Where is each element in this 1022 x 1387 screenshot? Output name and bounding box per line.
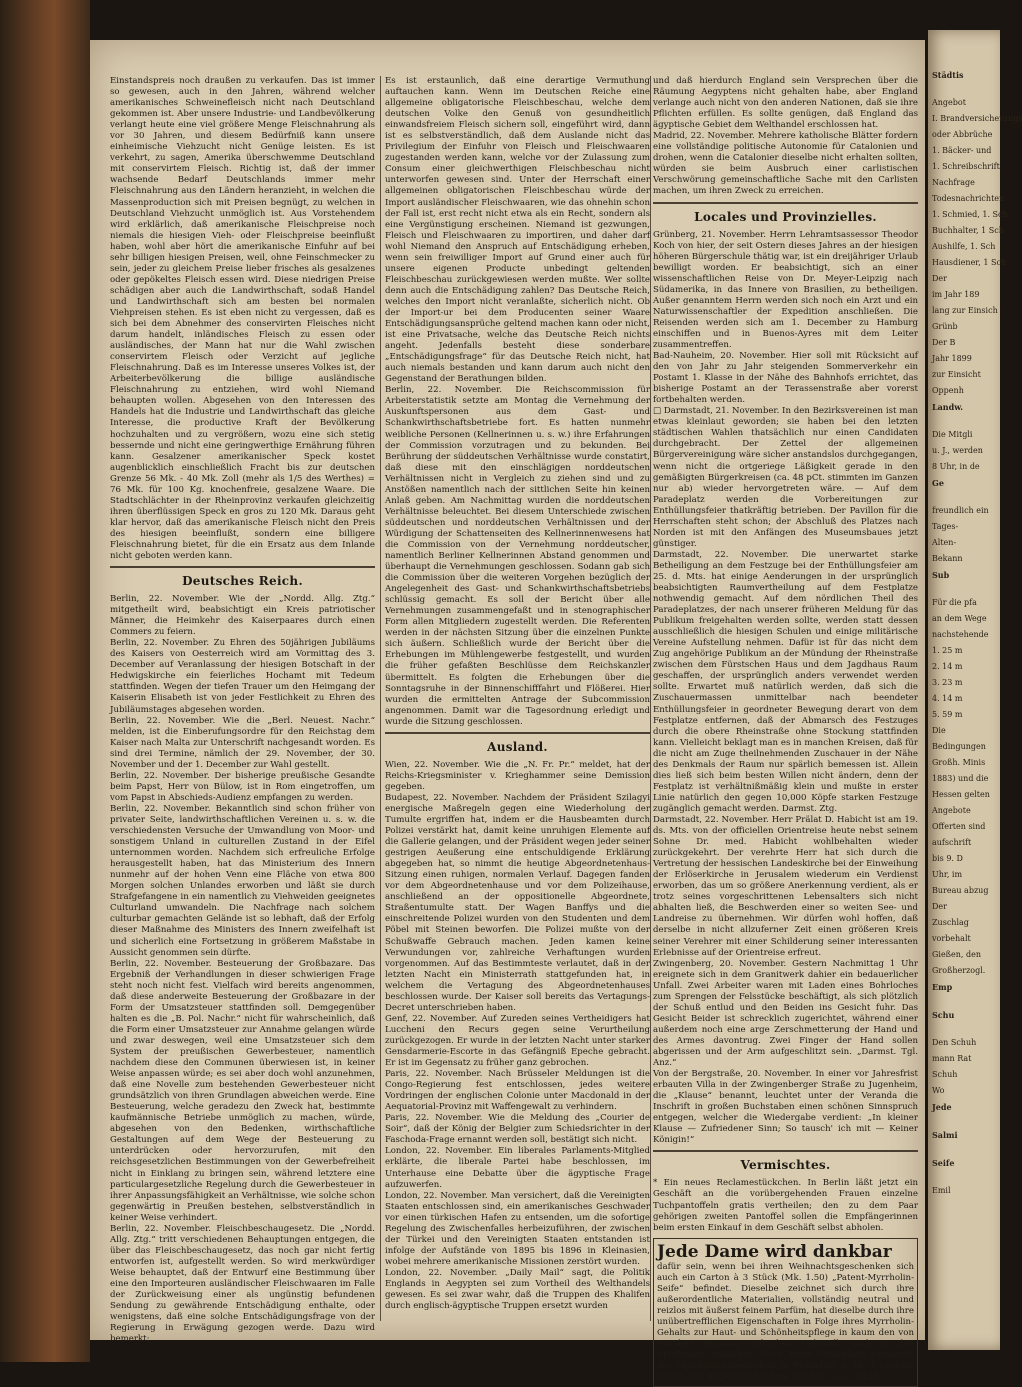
article: Berlin, 22. November. Fleischbeschaugesetz. Die „Nordd. Allg. Ztg.“ tritt verschiedenen Behauptungen entgegen, die über das Fleischbeschaugesetz, das noch gar nicht fertig entworfen ist, aufgestellt werden. So wird merkwürdiger Weise behauptet, daß der Entwurf eine Bestimmung über eine den Importeuren ausländischer Fleischwaaren im Falle der Zurückweisung einer als ungünstig befundenen Sendung zu gewährende Entschädigung enthalte, oder wenigstens, daß eine solche Entschädigungsfrage von der Regierung in Erwägung gezogen werde. Dazu wird bemerkt: <box>110 1223 375 1345</box>
adjacent-page-line: bis 9. D <box>932 854 963 863</box>
ad-body: dafür sein, wenn bei ihren Weihnachtsgeschenken sich auch ein Carton à 3 Stück (Mk. 1.50) „Patent-Myrrholin-Seife“ befindet. Dieselbe zeichnet sich durch ihre außerordentliche Materialien, vollständig neutral und reizlos mit äußerst feinem Parfüm, hat dieselbe durch ihre unübertrefflichen Eigenschaften in Folge ihres Myrrholin-Gehalts zur Haut- und Schönheitspflege in kaum den von Familien Eingang gefunden. Ueberall, auch in den Apotheken, erhältlich. Noch keine Niederlage vermittelt der Myrrholin-Gesellschaft in Frankfurt a. M. 2 Cartons franco und gegen Nachnahme von Mk. 3.—. 10125 <box>657 1261 914 1383</box>
book-binding <box>0 0 90 1362</box>
adjacent-page-line: Großherzogl. <box>932 966 986 975</box>
article: London, 22. November. Ein liberales Parlaments-Mitglied erklärte, die liberale Partei habe beschlossen, im Unterhause eine Debatte über die ägyptische Frage aufzuwerfen. <box>385 1146 650 1190</box>
adjacent-page-line: Gießen, den <box>932 950 982 959</box>
article: Paris, 22. November. Nach Brüsseler Meldungen ist die Congo-Regierung fest entschlossen, jedes weitere Vordringen der englischen Colonie unter Macdonald in der Aequatorial-Provinz mit Waffengewalt zu verhindern. <box>385 1069 650 1113</box>
adjacent-page-line: Offerten sind <box>932 822 986 831</box>
advertisement <box>653 1238 918 1387</box>
article: Darmstadt, 22. November. Herr Prälat D. Habicht ist am 19. ds. Mts. von der officiellen Orientreise heute nebst seinem Sohne Dr. med. Habicht wohlbehalten wieder zurückgekehrt. Der verehrte Herr hat sich durch die Vertretung der hessischen Landeskirche bei der Einweihung der Erlöserkirche in Jerusalem wiederum ein Verdienst erworben, das um so größere Anerkennung verdient, als er trotz seines vorgeschrittenen Lebensalters sich nicht abhalten ließ, die Beschwerden einer so weiten See- und Landreise zu übernehmen. Wir dürfen wohl hoffen, daß derselbe in nicht allzuferner Zeit einen größeren Kreis seiner Verehrer mit einer Schilderung seiner interessanten Erlebnisse auf der Orientreise erfreut. <box>653 815 918 958</box>
adjacent-page-line: Der B <box>932 338 956 347</box>
adjacent-page-line: I. Brandversicherungs <box>932 114 1022 123</box>
article: □ Darmstadt, 21. November. In den Bezirksvereinen ist man etwas kleinlaut geworden; sie haben bei den letzten städtischen Wahlen thatsächlich nur einen Candidaten durchgebracht. Der Zettel der allgemeinen Bürgervereinigung wäre sicher anstandslos durchgegangen, wenn nicht die ortgeriege Läßigkeit gerade in den gemäßigten Bürgerkreisen (ca. 48 pCt. stimmten im Ganzen nur ab) wieder hervorgetreten wäre. — Auf dem Paradeplatz werden die Vorbereitungen zur Enthüllungsfeier thatkräftig betrieben. Der Pavillon für die Herrschaften steht schon; der Abschluß des Platzes nach Norden ist mit den Anfängen des Museumsbaues jetzt günstiger. <box>653 406 918 549</box>
adjacent-page-line: freundlich ein <box>932 506 989 515</box>
adjacent-page-line: 1. Schreibschrift <box>932 162 1000 171</box>
section-heading-deutsches-reich: Deutsches Reich. <box>182 574 303 589</box>
adjacent-page-line: Die <box>932 726 946 735</box>
adjacent-page-line: 1. Bäcker- und <box>932 146 992 155</box>
adjacent-page-line: 4. 14 m <box>932 694 963 703</box>
adjacent-page-line: Tages- <box>932 522 959 531</box>
adjacent-page-line: Oppenh <box>932 386 964 395</box>
adjacent-page-line: Alten- <box>932 538 957 547</box>
adjacent-page-line: 5. 59 m <box>932 710 963 719</box>
column-3 <box>653 76 918 1383</box>
adjacent-page-line: Der <box>932 274 947 283</box>
article: Darmstadt, 22. November. Die unerwartet starke Betheiligung an dem Festzuge bei der Enthüllungsfeier am 25. d. Mts. hat einige Aenderungen in der ursprünglich beabsichtigten Raumvertheilung auf dem Festplatze nothwendig gemacht. Auf dem nördlichen Theil des Paradeplatzes, der nach unserer früheren Meldung für das Publikum freigehalten werden sollte, werden statt dessen ausschließlich die hiesigen Schulen und einige militärische Vereine Aufstellung nehmen. Dafür ist für das nicht dem Zug angehörige Publikum an der Mündung der Rheinstraße zwischen dem Fürstschen Haus und dem Jagdhaus Raum geschaffen, der ursprünglich anders verwendet werden sollte. Erwartet muß natürlich werden, daß sich die Zuschauermassen unmittelbar nach beendeter Enthüllungsfeier in geordneter Bewegung derart von dem Festplatze entfernen, daß der Abmarsch des Festzuges durch die obere Rheinstraße ohne Stockung stattfinden kann. Vielleicht beklagt man es in manchen Kreisen, daß für die nicht am Zuge theilnehmenden Zuschauer in der Nähe des Denkmals der Raum nur spärlich bemessen ist. Allein dies ließ sich beim besten Willen nicht ändern, denn der Festplatz ist verhältnißmäßig klein und mußte in erster Linie natürlich den gegen 10,000 Köpfe starken Festzuge zugänglich gemacht werden. Darmst. Ztg. <box>653 549 918 814</box>
adjacent-page-line: u. J., werden <box>932 446 983 455</box>
adjacent-page-line: Bureau abzug <box>932 886 989 895</box>
article: London, 22. November. Man versichert, daß die Vereinigten Staaten entschlossen sind, ein amerikanisches Geschwader vor einen türkischen Hafen zu entsenden, um die sofortige Regelung des Zwischenfalles herbeizuführen, der zwischen der Türkei und den Vereinigten Staaten entstanden ist infolge der Aufstände von 1895 bis 1896 in Kleinasien, wobei mehrere amerikanische Missionen zerstört wurden. <box>385 1190 650 1267</box>
adjacent-page-line: lang zur Einsich <box>932 306 998 315</box>
adjacent-page-line: 1. 25 m <box>932 646 963 655</box>
adjacent-page-line: an dem Wege <box>932 614 987 623</box>
article: Berlin, 22. November. Bekanntlich sind schon früher von privater Seite, landwirthschaftlichen Vereinen u. s. w. die verschiedensten Versuche der Umwandlung von Moor- und sonstigem Unland in culturellen Zustand in der Eifel unternommen worden. Nachdem sich erfreuliche Erfolge herausgestellt haben, hat das Ministerium des Innern nunmehr auf der hohen Venn eine Fläche von etwa 800 Morgen solchen Unlandes erworben und läßt sie durch Strafgefangene in ein namentlich zu Viehweiden geeignetes Culturland umwandeln. Die Nachfrage nach solchem culturbar gemachten Gelände ist so lebhaft, daß der Erfolg dieser Maßnahme des Ministers des Innern zweifelhaft ist und sicherlich eine Fortsetzung in größerem Maßstabe in Aussicht genommen sein dürfte. <box>110 803 375 958</box>
adjacent-page-line: zur Einsicht <box>932 370 981 379</box>
article: Grünberg, 21. November. Herrn Lehramtsassessor Theodor Koch von hier, der seit Ostern dieses Jahres an der hiesigen höheren Bürgerschule thätig war, ist ein dreijähriger Urlaub bewilligt worden. Er beabsichtigt, sich an einer wissenschaftlichen Reise von Dr. Meyer-Leipzig nach Südamerika, in das Innere von Brasilien, zu betheiligen. Außer genanntem Herrn werden sich noch ein Arzt und ein Naturwissenschaftler der Expedition anschließen. Die Reisenden werden sich am 1. December zu Hamburg einschiffen und in Buenos-Ayres mit dem Leiter zusammentreffen. <box>653 229 918 350</box>
article: Zwingenberg, 20. November. Gestern Nachmittag 1 Uhr ereignete sich in dem Granitwerk dahier ein bedauerlicher Unfall. Zwei Arbeiter waren mit Laden eines Bohrloches zum Sprengen der Felsstücke beschäftigt, als sich plötzlich der Schuß entlud und den Beiden ins Gesicht fuhr. Das Gesicht Beider ist schrecklich zugerichtet, während einer außerdem noch eine arge Zerschmetterung der Hand und des Armes davontrug. Zwei Finger der Hand sollen abgerissen und der Arm aufgeschlitzt sein. „Darmst. Tgl. Anz.“ <box>653 958 918 1069</box>
adjacent-page-line: vorbehalt <box>932 934 971 943</box>
article: Berlin, 22. November. Zu Ehren des 50jährigen Jubiläums des Kaisers von Oesterreich wird am Vormittag des 3. December auf Veranlassung der hiesigen Botschaft in der Hedwigskirche ein feierliches Hochamt mit Tedeum stattfinden. Wegen der tiefen Trauer um den Heimgang der Kaiserin Elisabeth ist von jeder Festlichkeit zu Ehren des Jubiläumstages abgesehen worden. <box>110 638 375 715</box>
column-1 <box>110 76 375 1345</box>
adjacent-page-line: Aushilfe, 1. Sch <box>932 242 996 251</box>
article: Berlin, 22. November. Besteuerung der Großbazare. Das Ergebniß der Verhandlungen in dieser schwierigen Frage steht noch nicht fest. Vielfach wird bereits angenommen, daß diese anderweite Besteuerung der Großbazare in der Form der Umsatzsteuer stattfinden soll. Demgegenüber halten es die „B. Pol. Nachr.“ nicht für wahrscheinlich, daß die Form einer Umsatzsteuer zur Annahme gelangen würde und zwar deswegen, weil eine Umsatzsteuer sich dem System der preußischen Gewerbesteuer, namentlich nachdem diese den Communen überwiesen ist, in keiner Weise anpassen würde; es sei aber doch wohl anzunehmen, daß eine Novelle zum bestehenden Gewerbesteuer nicht grundsätzlich von ihren Grundlagen abweichen werde. Eine Besteuerung, welche geradezu den Zweck hat, bestimmte kaufmännische Betriebe unmöglich zu machen, würde, abgesehen von den Bedenken, wirthschaftliche Gestaltungen auf dem Wege der Besteuerung zu unterdrücken oder hervorzurufen, mit den reichsgesetzlichen Bestimmungen von der Gewerbefreiheit nicht in Einklang zu bringen sein, während letztere eine particulargesetzliche Regelung durch die Gewerbesteuer in ihrer Anpassungsfähigkeit an Verhältnisse, wie solche schon gegenwärtig in Preußen bestehen, selbstverständlich in keiner Weise verhindert. <box>110 958 375 1223</box>
section-heading-vermischtes: Vermischtes. <box>740 1158 831 1173</box>
adjacent-page-line: Bekann <box>932 554 963 563</box>
adjacent-page-line: Buchhalter, 1 Sch <box>932 226 1004 235</box>
article: Paris, 22. November. Wie die Meldung des „Courier de Soir“, daß der König der Belgier zum Schiedsrichter in der Faschoda-Frage ernannt werden soll, bestätigt sich nicht. <box>385 1113 650 1146</box>
article: Bad-Nauheim, 20. November. Hier soll mit Rücksicht auf den von Jahr zu Jahr steigenden Sommerverkehr ein Postamt 1. Klasse in der Nähe des Bahnhofs errichtet, das bisherige Postamt an der Terassenstraße aber vorerst fortbehalten werden. <box>653 351 918 406</box>
column-rule <box>650 76 651 1321</box>
divider <box>110 566 375 568</box>
article: Berlin, 22. November. Wie der „Nordd. Allg. Ztg.“ mitgetheilt wird, beabsichtigt ein Kreis patriotischer Männer, die Heimkehr des Kaiserpaares durch einen Commers zu feiern. <box>110 594 375 638</box>
adjacent-page <box>928 30 1022 1350</box>
adjacent-page-line: 2. 14 m <box>932 662 963 671</box>
article-meat-import: Einstandspreis noch draußen zu verkaufen. Das ist immer so gewesen, auch in den Jahren, während welcher amerikanisches Schweinefleisch nicht nach Deutschland gekommen ist. Aber unsere Industrie- und Landbevölkerung verlangt heute eine viel größere Menge Fleischnahrung als vor 30 Jahren, und diesem Bedürfniß kann unsere einheimische Viehzucht nicht Genüge leisten. Es ist verkehrt, zu sagen, Amerika überschwemme Deutschland mit conservirtem Fleisch. Richtig ist, daß der immer wachsende Bedarf Deutschlands immer mehr Fleischnahrung aus den Ländern heranzieht, in welchen die Massenproduction sich mit Preisen begnügt, zu welchen in Deutschland Viehzucht unmöglich ist. Aus Vorstehendem wird erklärlich, daß amerikanische Fleischpreise noch niemals die hiesigen Vieh- oder Fleischpreise beeinflußt haben, wohl aber hört die amerikanische Einfuhr auf bei sehr billigen hiesigen Preisen, weil, ohne Feinschmecker zu sein, jeder zu gleichem Preise lieber frisches als gesalzenes oder gepökeltes Fleisch essen wird. Diese niedrigen Preise schädigen aber auch die Landwirthschaft, sodaß Handel und Landwirthschaft sich am besten bei normalen Viehpreisen stehen. Es ist eben nicht zu vergessen, daß es sich bei dem Abnehmer des conservirten Fleisches nicht darum handelt, inländisches Fleisch zu essen oder ausländisches, der Mann hat nur die Wahl zwischen conservirtem Fleisch oder Verzicht auf jegliche Fleischnahrung. Daß es im Interesse unseres Volkes ist, der Arbeiterbevölkerung die billige ausländische Fleischnahrung zu entziehen, wird wohl Niemand behaupten wollen. Abgesehen von den Interessen des Handels hat die Industrie und Landwirthschaft das gleiche Interesse, die productive Kraft der Bevölkerung hochzuhalten und zu vergrößern, wozu eine sich stetig bessernde und nicht eine geringwerthige Ernährung führen kann. Gesalzener amerikanischer Speck kostet augenblicklich einschließlich Fracht bis zur deutschen Grenze 56 Mk. - 40 Mk. Zoll (mehr als 1/5 des Werthes) = 76 Mk. für 100 Kg. knochenfreie, gesalzene Waare. Die Stadtschlächter in der Rheinprovinz verkaufen gleichzeitig ihren überflüssigen Speck en gros zu 120 Mk. Daraus geht klar hervor, daß das amerikanische Fleisch nicht den Preis des hiesigen beeinflußt, sondern eine billigere Fleischnahrung bietet, für die ein Ersatz aus dem Inlande nicht geboten werden kann. <box>110 76 375 562</box>
adjacent-page-line: Salmi <box>932 1130 958 1140</box>
adjacent-page-line: Jede <box>932 1102 952 1112</box>
adjacent-page-line: Uhr, im <box>932 870 963 879</box>
column-rule <box>380 76 381 1321</box>
article: Madrid, 22. November. Mehrere katholische Blätter fordern eine vollständige politische Autonomie für Catalonien und drohen, wenn die Catalonier dieselbe nicht erhalten sollten, würden sie beim Ausbruch einer carlistischen Verschwörung gemeinschaftliche Sache mit den Carlisten machen, um ihren Zweck zu erreichen. <box>653 131 918 197</box>
article: Berlin, 22. November. Der bisherige preußische Gesandte beim Papst, Herr von Bülow, ist in Rom eingetroffen, um vom Papst in Abschieds-Audienz empfangen zu werden. <box>110 770 375 803</box>
adjacent-page-line: Großh. Minis <box>932 758 986 767</box>
article: * Ein neues Reclamestückchen. In Berlin läßt jetzt ein Geschäft an die vorübergehenden Frauen einzelne Tuchpantoffeln gratis vertheilen; den zu dem Paar gehörigen zweiten Pantoffel sollen die Empfängerinnen beim ersten Einkauf in dem Geschäft selbst abholen. <box>653 1178 918 1233</box>
divider <box>653 202 918 204</box>
adjacent-page-line: Die Mitgli <box>932 430 973 439</box>
adjacent-page-line: Hausdiener, 1 Sch <box>932 258 1007 267</box>
article: Berlin, 22. November. Wie die „Berl. Neuest. Nachr.“ melden, ist die Einberufungsordre für den Reichstag dem Kaiser nach Malta zur Unterschrift nachgesandt worden. Es sind drei Termine, nämlich der 29. November, der 30. November und der 1. December zur Wahl gestellt. <box>110 715 375 770</box>
adjacent-page-line: Grünb <box>932 322 958 331</box>
adjacent-page-line: 8 Uhr, in de <box>932 462 980 471</box>
adjacent-page-line: Bedingungen <box>932 742 986 751</box>
adjacent-page-line: Der <box>932 902 947 911</box>
adjacent-page-line: Jahr 1899 <box>932 354 972 363</box>
article: Berlin, 22. November. Die Reichscommission für Arbeiterstatistik setzte am Montag die Vernehmung der Auskunftspersonen aus dem Gast- und Schankwirthschaftsbetriebe fort. Es hatten nunmehr weibliche Personen (Kellnerinnen u. s. w.) ihre Erfahrungen der Commission vorzutragen und zu bekunden. Bei Berührung der süddeutschen Verhältnisse wurde constatirt, daß diese mit den einschlägigen norddeutschen Verhältnissen nicht in Vergleich zu ziehen sind und zu Anstößen namentlich nach der sittlichen Seite hin keinen Anlaß geben. Am Nachmittag wurden die norddeutschen Verhältnisse beleuchtet. Bei diesem Unterschiede zwischen süddeutschen und norddeutschen Verhältnissen und der Würdigung der Schattenseiten des Kellnerinnenwesens hat die Commission von der Vernehmung norddeutscher, namentlich Berliner Kellnerinnen Abstand genommen und überhaupt die Vernehmungen geschlossen. Sodann gab sich die Commission über die weiteren Vorgehen bezüglich der Angelegenheit des Gast- und Schankwirthschaftsbetriebs schlüssig gemacht. Es soll der Bericht über alle Vernehmungen zusammengefaßt und in stenographischer Form allen Mitgliedern zugestellt werden. Die Referenten werden in der nächsten Sitzung über die einzelnen Punkte sich äußern. Schließlich wurde der Bericht über die Erhebungen im Mühlengewerbe festgestellt, und wurden die früher gefaßten Beschlüsse dem Reichskanzler übermittelt. Es folgten die Erhebungen über die Sonntagsruhe in der Binnenschifffahrt und Flößerei. Hier wurden die ermittelten Antrage der Subcommission angenommen. Damit war die Tagesordnung erledigt und wurde die Sitzung geschlossen. <box>385 385 650 727</box>
adjacent-page-line: Ge <box>932 478 944 488</box>
adjacent-page-line: Hessen gelten <box>932 790 990 799</box>
column-2 <box>385 76 650 1321</box>
article: Es ist erstaunlich, daß eine derartige Vermuthung auftauchen kann. Wenn im Deutschen Reiche eine allgemeine obligatorische Fleischbeschau, welche dem deutschen Volke den Genuß von gesundheitlich einwandsfreiem Fleisch sichern soll, eingeführt wird, dann ist es selbstverständlich, daß dem Auslande nicht das Privilegium der Einfuhr von Fleisch und Fleischwaaren zugestanden werden kann, welche vor der Zulassung zum Consum einer gleichwerthigen Fleischbeschau nicht unterworfen gewesen sind. Unter der Herrschaft einer allgemeinen obligatorischen Fleischbeschau würde der Import ausländischer Fleischwaaren, wie das ohnehin schon der Fall ist, erst recht nicht etwa als ein Recht, sondern als eine Vergünstigung erscheinen. Niemand ist gezwungen, Fleisch und Fleischwaaren zu importiren, und daher darf wohl Niemand den Anspruch auf Entschädigung erheben, wenn sein freiwilliger Import auf Grund einer auch für unsere eigenen Producte unbedingt geltenden Fleischbeschau zurückgewiesen werden mußte. Wer sollte denn auch die Entschädigung zahlen? Das Deutsche Reich, welches den Import nicht veranlaßte, sicherlich nicht. Ob der Import-ur bei dem Producenten seiner Waare Entschädigungsansprüche geltend machen kann oder nicht, ist eine Privatsache, welche das Deutsche Reich nichts angeht. Jedenfalls besteht diese sonderbare „Entschädigungsfrage“ für das Deutsche Reich nicht, hat auch niemals bestanden und kann darum auch nicht den Gegenstand der Berathungen bilden. <box>385 76 650 385</box>
adjacent-page-line: Städtis <box>932 70 964 80</box>
adjacent-page-line: 1883) und die <box>932 774 989 783</box>
adjacent-page-line: oder Abbrüche <box>932 130 993 139</box>
section-heading-ausland: Ausland. <box>487 739 548 754</box>
article: Budapest, 22. November. Nachdem der Präsident Szilagyi energische Maßregeln gegen eine Wiederholung der Tumulte ergriffen hat, indem er die Hausbeamten durch Polizei verstärkt hat, damit keine unruhigen Elemente auf die Gallerie gelangen, und der Präsident wegen jeder seiner gestrigen Aeußerung eine entschuldigende Erklärung abgegeben hat, so nimmt die heutige Abgeordnetenhaus-Sitzung einen ruhigen, normalen Verlauf. Dagegen fanden vor dem Abgeordnetenhause und vor dem Polizeihause, anschließend an der oppositionelle Abgeordnete, Straßentumulte statt. Der Wagen Banffys und die einschreitende Polizei wurden von den Studenten und dem Pöbel mit Steinen beworfen. Die Polizei mußte von der Schußwaffe Gebrauch machen. Jeden kamen keine Verwundungen vor, zahlreiche Verhaftungen wurden vorgenommen. Auf das Bestimmteste verlautet, daß in der letzten Nacht ein Ministerrath stattgefunden hat, in welchem die Vertagung des Abgeordnetenhauses beschlossen wurde. Der Kaiser soll bereits das Vertagungs-Decret unterschrieben haben. <box>385 792 650 1013</box>
adjacent-page-line: Wo <box>932 1086 945 1095</box>
ad-headline: Jede Dame wird dankbar <box>657 1241 892 1262</box>
section-heading-locales: Locales und Provinzielles. <box>694 209 877 224</box>
adjacent-page-line: Nachfrage <box>932 178 975 187</box>
adjacent-page-line: Den Schuh <box>932 1038 977 1047</box>
adjacent-page-line: aufschrift <box>932 838 972 847</box>
article: Genf, 22. November. Auf Zureden seines Vertheidigers hat Luccheni den Recurs gegen seine Verurtheilung zurückgezogen. Er wurde in der letzten Nacht unter starker Gensdarmerie-Escorte in das Gefängniß Epeche gebracht. Er ist im Gegensatz zu früher ganz gebrochen. <box>385 1013 650 1069</box>
adjacent-page-line: Für die pfa <box>932 598 977 607</box>
article: Wien, 22. November. Wie die „N. Fr. Pr.“ meldet, hat der Reichs-Kriegsminister v. Krieghammer seine Demission gegeben. <box>385 759 650 792</box>
adjacent-page-line: mann Rat <box>932 1054 972 1063</box>
divider <box>385 732 650 734</box>
adjacent-page-line: Angebot <box>932 98 966 107</box>
adjacent-page-line: im Jahr 189 <box>932 290 980 299</box>
article: London, 22. November. „Daily Mail“ sagt, die Politik Englands in Aegypten sei zum Vortheil des Welthandels gewesen. Es sei zwar wahr, daß die Truppen des Khalifen durch englisch-ägyptische Truppen ersetzt wurden <box>385 1267 650 1312</box>
adjacent-page-line: nachstehende <box>932 630 989 639</box>
article: Von der Bergstraße, 20. November. In einer vor Jahresfrist erbauten Villa in der Zwingenberger Straße zu Jugenheim, die „Klause“ benannt, leuchtet unter der Veranda die Inschrift in großen Buchstaben einen schönen Sinnspruch entgegen, welcher die Wiedergabe verdient: „In kleiner Klause — Zufriedener Sinn; So tausch' ich mit — Keiner Königin!“ <box>653 1069 918 1146</box>
adjacent-page-line: Sub <box>932 570 950 580</box>
adjacent-page-line: Schu <box>932 1010 955 1020</box>
adjacent-page-line: Todesnachrichten <box>932 194 1005 203</box>
adjacent-page-line: 1. Schmied, 1. Sch <box>932 210 1008 219</box>
article: und daß hierdurch England sein Versprechen über die Räumung Aegyptens nicht gehalten habe, aber England verlange auch nicht von den anderen Nationen, daß sie ihre Pflichten erfüllen. Es sollte genügen, daß England das ägyptische Gebiet dem Welthandel erschlossen hat. <box>653 76 918 131</box>
adjacent-page-line: Emp <box>932 982 953 992</box>
adjacent-page-line: Landw. <box>932 402 964 412</box>
adjacent-page-line: 3. 23 m <box>932 678 963 687</box>
newspaper-page <box>90 40 925 1383</box>
adjacent-page-line: Seife <box>932 1158 955 1168</box>
adjacent-page-line: Angebote <box>932 806 971 815</box>
adjacent-page-line: Emil <box>932 1186 951 1195</box>
adjacent-page-line: Zuschlag <box>932 918 969 927</box>
adjacent-page-line: Schuh <box>932 1070 958 1079</box>
divider <box>653 1150 918 1152</box>
